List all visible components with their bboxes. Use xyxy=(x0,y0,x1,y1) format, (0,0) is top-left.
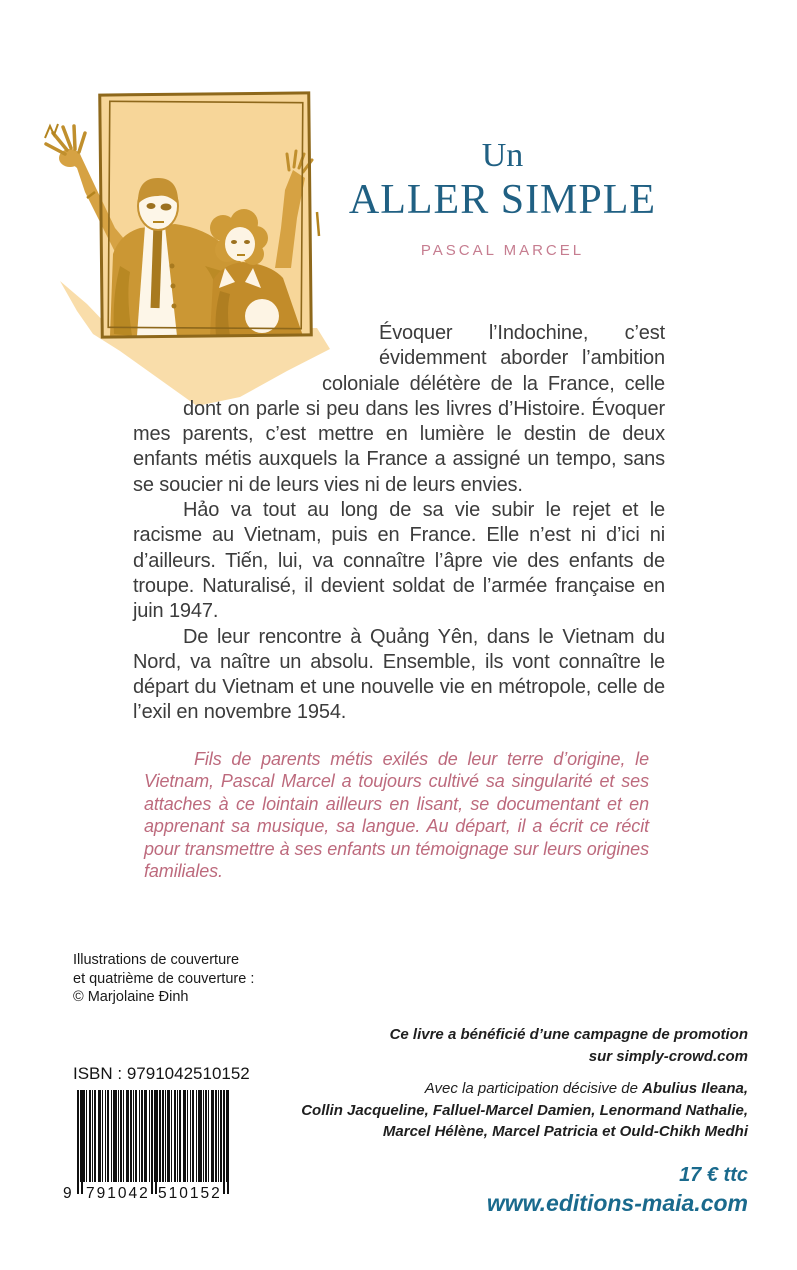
credits-line-1: Illustrations de couverture xyxy=(73,952,240,968)
title-line-un: Un xyxy=(481,137,524,174)
credits-line-2: et quatrième de couverture : xyxy=(73,970,255,987)
ean13-barcode xyxy=(62,1090,230,1212)
participation-prefix: Avec la participation décisive de xyxy=(424,1080,643,1097)
barcode-digit-group-2: 510152 xyxy=(158,1185,222,1202)
promotion-block xyxy=(278,1024,748,1143)
title-line-main: ALLER SIMPLE xyxy=(348,177,657,223)
participation-line-1 xyxy=(278,1078,748,1100)
participation-names-2: Collin Jacqueline, Falluel-Marcel Damien, Lenormand Nathalie, xyxy=(301,1101,748,1119)
participation-line-3 xyxy=(278,1121,748,1143)
synopsis-paragraph-3: De leur rencontre à Quảng Yên, dans le Vietnam du Nord, va naître un absolu. Ensemble, ils vont connaître le départ du Vietnam et une nouvelle vie en métropole, celle de l’exil en novembre 1954. xyxy=(133,625,665,724)
author-name: PASCAL MARCEL xyxy=(420,242,585,259)
campaign-line-2: sur simply-crowd.com xyxy=(588,1047,748,1065)
isbn-label: ISBN : 9791042510152 xyxy=(73,1064,250,1083)
participation-line-2 xyxy=(278,1100,748,1122)
barcode-digit-group-1: 791042 xyxy=(86,1185,150,1202)
campaign-line-1: Ce livre a bénéficié d’une campagne de promotion xyxy=(389,1026,748,1043)
credits-line-3: © Marjolaine Đinh xyxy=(73,989,189,1006)
title-block xyxy=(330,136,675,259)
synopsis-paragraph-1: Évoquer l’Indochine, c’est évidemment aborder l’ambition coloniale délétère de la France, celle dont on parle si peu dans les livres d’Histoire. Évoquer mes parents, c’est mettre en lumière le destin de deux enfants métis auxquels la France a assigné un tempo, sans se soucier ni de leurs vies ni de leurs envies. xyxy=(133,322,665,496)
publisher-website: www.editions-maia.com xyxy=(486,1190,748,1216)
cover-credits xyxy=(73,951,254,1007)
participation-names-3: Marcel Hélène, Marcel Patricia et Ould-Chikh Medhi xyxy=(382,1123,748,1140)
author-note: Fils de parents métis exilés de leur terre d’origine, le Vietnam, Pascal Marcel a toujours cultivé sa singularité et ses attaches à ce lointain ailleurs en lisant, se documentant et en apprenant sa musique, sa langue. Au départ, il a écrit ce récit pour transmettre à ses enfants un témoignage sur leurs origines familiales. xyxy=(144,749,649,882)
price: 17 € ttc xyxy=(679,1164,748,1186)
synopsis-paragraph-2: Hảo va tout au long de sa vie subir le rejet et le racisme au Vietnam, puis en France. Elle n’est ni d’ici ni d’ailleurs. Tiến, lui, va connaître l’âpre vie des enfants de troupe. Naturalisé, il devient soldat de l’armée française en juin 1947. xyxy=(133,499,665,623)
barcode-digit-lead: 9 xyxy=(63,1185,72,1202)
synopsis xyxy=(133,321,665,726)
footer-block xyxy=(487,1161,748,1217)
participation-names-1: Abulius Ileana, xyxy=(642,1080,748,1097)
